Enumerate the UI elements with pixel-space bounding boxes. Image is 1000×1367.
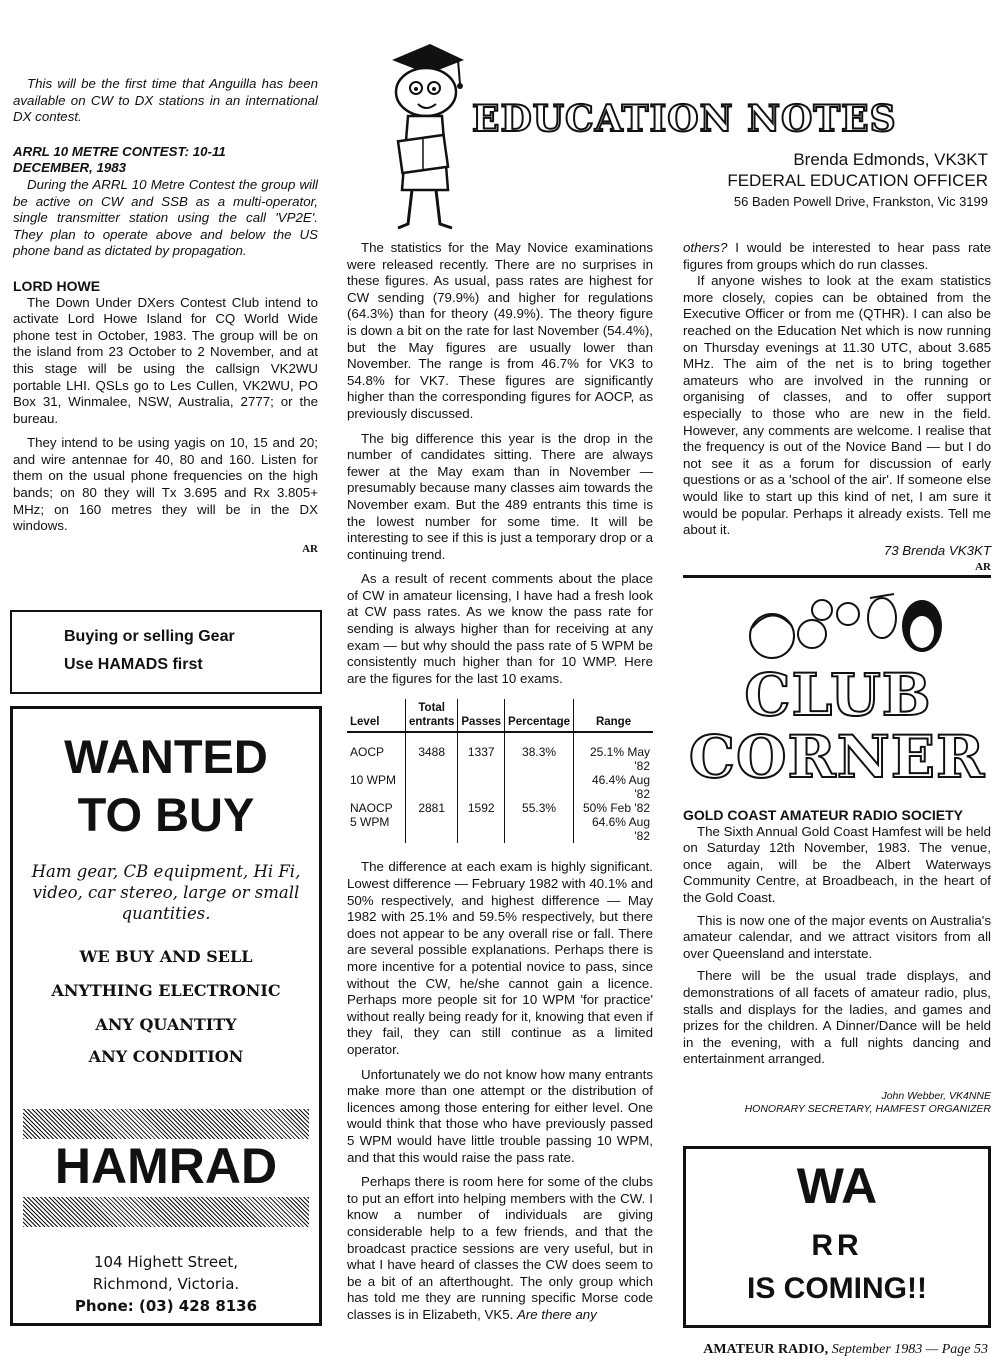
- hatch-band-top: [23, 1109, 309, 1139]
- wanted-title: WANTED: [64, 730, 268, 783]
- wanted-line-1: WE BUY AND SELL: [79, 947, 253, 966]
- table-cell-total: 3488: [406, 732, 458, 773]
- table-cell-level: AOCP: [350, 745, 385, 760]
- club-title: CLUB: [744, 661, 932, 729]
- table-cell-total: 2881: [406, 801, 458, 815]
- footer-date-page: September 1983 — Page 53: [831, 1342, 988, 1357]
- education-paragraph-7-text: I would be interested to hear pass rate figures from groups which do run classes.: [683, 240, 991, 272]
- table-header-total: Total entrants: [406, 699, 458, 732]
- cw-pass-rate-table: [347, 699, 653, 843]
- education-paragraph-7: [683, 240, 991, 273]
- education-column-right: [683, 240, 991, 576]
- table-cell-percentage: 55.3%: [505, 801, 574, 815]
- lord-howe-paragraph-1: The Down Under DXers Contest Club intend to activate Lord Howe Island for CQ World Wide phone test in October, 1983. The group will be on the island from 23 October to 2 November, and at this stage will be using the callsign VK2WU portable LHI. QSLs go to Les Cullen, VK2WU, PO Box 31, Winmalee, NSW, Australia, 2777; or the bureau.: [13, 294, 318, 426]
- education-paragraph-2: The big difference this year is the drop in the number of candidates sitting. There are always fewer at the May exam than in November — presumably because many classes aim towards the November exam. But the 489 entrants this time is the lowest number for some time. It will be interesting to see if this is just a temporary drop or a continuing trend.: [347, 430, 653, 562]
- left-column: [13, 76, 318, 557]
- arrl-heading: ARRL 10 METRE CONTEST: 10-11 DECEMBER, 1983: [13, 143, 226, 176]
- to-buy-title: TO BUY: [77, 788, 255, 841]
- table-header-percentage: Percentage: [505, 699, 574, 732]
- corner-title: CORNER: [688, 723, 986, 791]
- club-paragraph-1: The Sixth Annual Gold Coast Hamfest will be held on Saturday 12th November, 1983. The venue, once again, will be the Albert Waterways Community Centre, at Broadbeach, in the heart of the Gold Coast.: [683, 823, 991, 905]
- education-paragraph-6-text: Perhaps there is room here for some of the clubs to put an effort into helping members with the CW. I know a number of individuals are giving considerable help to a few friends, and that the broadcast practice sessions are very useful, but in what I have heard of classes the CW does seem to be a bit of an afterthought. The only group which has told me they are running specific Morse code classes is in Elizabeth, VK5.: [347, 1174, 653, 1322]
- education-column-middle: [347, 240, 653, 1323]
- warr-line-2: RR: [811, 1229, 863, 1262]
- footer-publication: AMATEUR RADIO,: [703, 1342, 829, 1357]
- table-header-passes: Passes: [458, 699, 505, 732]
- lord-howe-paragraph-2: They intend to be using yagis on 10, 15 and 20; and wire antennae for 40, 80 and 160. Listen for them on the usual phone frequencies on the high bands; on 80 they will Tx 3.695 and Rx 3.805+ MHz; on 160 metres they will be in the DX windows.: [13, 435, 318, 534]
- table-row: [347, 732, 653, 773]
- table-cell-passes: 1337: [458, 732, 505, 773]
- wanted-line-2: ANYTHING ELECTRONIC: [51, 981, 281, 1000]
- wanted-line-4: ANY CONDITION: [88, 1047, 244, 1066]
- teacher-mascot-illustration: [378, 40, 466, 240]
- hamrad-brand: HAMRAD: [54, 1138, 278, 1194]
- table-cell-range: 50% Feb '82: [574, 801, 653, 815]
- education-paragraph-7-italic: others?: [683, 240, 728, 255]
- table-cell-level: 10 WPM: [350, 773, 397, 788]
- education-address: 56 Baden Powell Drive, Frankston, Vic 3199: [733, 194, 988, 209]
- education-paragraph-5: Unfortunately we do not know how many entrants make more than one attempt or the distribution of licences among those entering for either level. One would think that those who have previously passed 5 WPM would have little trouble passing 10 WPM, and that this would raise the pass rate.: [347, 1066, 653, 1165]
- club-corner-faces-illustration: [730, 590, 950, 662]
- hamads-box: [10, 610, 322, 694]
- wanted-to-buy-ad: [10, 706, 322, 1326]
- wanted-description: Ham gear, CB equipment, Hi Fi, video, car stereo, large or small quantities.: [31, 862, 301, 923]
- club-paragraph-2: This is now one of the major events on Australia's amateur calendar, and we attract visitors from all over Queensland and interstate.: [683, 912, 991, 961]
- anguilla-paragraph: This will be the first time that Anguilla has been available on CW to DX stations in an international DX contest.: [13, 76, 318, 125]
- table-header-level: Level: [347, 699, 406, 732]
- education-paragraph-6-italic: Are there any: [517, 1306, 597, 1322]
- hamrad-phone: Phone: (03) 428 8136: [74, 1297, 258, 1315]
- table-cell-range: 64.6% Aug '82: [574, 815, 653, 843]
- education-paragraph-6: [347, 1174, 653, 1323]
- education-notes-banner: EDUCATION NOTES: [472, 98, 897, 140]
- table-cell-level: 5 WPM: [350, 815, 390, 830]
- club-signature-title: HONORARY SECRETARY, HAMFEST ORGANIZER: [744, 1102, 991, 1115]
- table-cell-percentage: 38.3%: [505, 732, 574, 773]
- hatch-band-bottom: [23, 1197, 309, 1227]
- table-row: [347, 801, 653, 815]
- table-cell-passes: 1592: [458, 801, 505, 815]
- hamads-line-1: Buying or selling Gear: [64, 628, 235, 645]
- club-corner-column: [683, 807, 991, 1116]
- club-heading: GOLD COAST AMATEUR RADIO SOCIETY: [683, 807, 963, 823]
- hamrad-address-1: 104 Highett Street,: [94, 1253, 238, 1271]
- club-signature-name: John Webber, VK4NNE: [881, 1089, 991, 1102]
- warr-coming-ad: [683, 1146, 991, 1328]
- table-row: [347, 773, 653, 801]
- education-paragraph-4: The difference at each exam is highly significant. Lowest difference — February 1982 with 40.1% and 50% respectively, and highest difference — May 1982 with 25.1% and 59.5% respectively, but there does not appear to be any overall rise or fall. There are several possible explanations. Perhaps there is more incentive for a potential novice to pass, since without the CW, he/she cannot gain a licence. Perhaps more people sit for 10 WPM 'for practice' without really being ready for it, knowing that even if they fail, they can still continue as a limited operator.: [347, 859, 653, 1057]
- end-mark: AR: [975, 561, 991, 574]
- education-author: Brenda Edmonds, VK3KT: [793, 150, 988, 169]
- education-role: FEDERAL EDUCATION OFFICER: [727, 171, 988, 190]
- table-cell-range: 46.4% Aug '82: [574, 773, 653, 801]
- table-cell-range: 25.1% May '82: [574, 732, 653, 773]
- education-paragraph-8: If anyone wishes to look at the exam statistics more closely, copies can be obtained from the Executive Officer or from me (QTHR). I can also be reached on the Education Net which is now running on Thursday evenings at 11.30 UTC, about 3.685 MHz. The aim of the net is to bring together amateurs who are involved in the running or organising of classes, and to offer support especially to those who are new in the field. However, any comments are welcome. I realise that the frequency is out of the Novice Band — but I do not see it as a forum for discussion of early questions or as a 'school of the air'. If someone else would like to start up this kind of net, I am sure it would be popular. Perhaps it already exists. Tell me about it.: [683, 273, 991, 538]
- table-cell-level: NAOCP: [350, 801, 393, 816]
- end-mark: AR: [302, 542, 318, 555]
- hamads-line-2: Use HAMADS first: [64, 656, 203, 673]
- arrl-paragraph: During the ARRL 10 Metre Contest the group will be active on CW and SSB as a multi-operator, single transmitter station using the call 'VP2E'. They plan to operate above and below the US phone band as dictated by propagation.: [13, 176, 318, 259]
- warr-line-1: WA: [796, 1158, 878, 1214]
- education-signoff: 73 Brenda VK3KT: [883, 542, 991, 558]
- table-header-range: Range: [574, 699, 653, 732]
- section-divider: [683, 575, 991, 578]
- faces-graphic: [730, 590, 950, 662]
- table-row: [347, 815, 653, 843]
- education-paragraph-3: As a result of recent comments about the place of CW in amateur licensing, I have had a fresh look at CW pass rates. As we know the pass rate for sending is always higher than for receiving at any exam — but why should the pass rate of 5 WPM be consistently much higher than for 10 WMP. Here are the figures for the last 10 exams.: [347, 571, 653, 686]
- mascot-graphic: [378, 40, 466, 240]
- education-paragraph-1: The statistics for the May Novice examinations were released recently. There are no surprises in these figures. As usual, pass rates are highest for CW sending (79.9%) and higher for regulations (64.3%) than for theory (49.9%). The theory figure is down a bit on the rate for last November (54.4%), but the May figures are usually lower than November. The range is from 46.7% for VK3 to 54.8% for VK7. These figures are significantly higher than the corresponding figures for AOCP, as previously discussed.: [347, 240, 653, 421]
- wanted-line-3: ANY QUANTITY: [95, 1015, 237, 1034]
- hamrad-address-2: Richmond, Victoria.: [92, 1275, 240, 1293]
- lord-howe-heading: LORD HOWE: [13, 277, 101, 294]
- page-footer: [703, 1342, 988, 1358]
- warr-line-3: IS COMING!!: [747, 1272, 927, 1305]
- club-paragraph-3: There will be the usual trade displays, and demonstrations of all facets of amateur radio, plus, stalls and displays for the ladies, and games and prizes for the children. A Dinner/Dance will be held in the evening, with a full nights dancing and entertainment arranged.: [683, 968, 991, 1067]
